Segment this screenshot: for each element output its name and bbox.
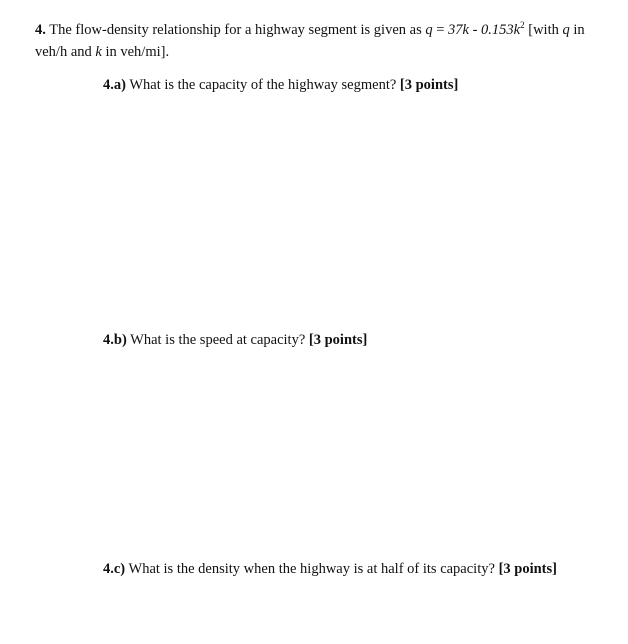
question-4c bbox=[103, 559, 603, 579]
equation-exponent: 2 bbox=[520, 20, 525, 30]
problem-number: 4. bbox=[35, 22, 46, 38]
equation-q: q bbox=[425, 22, 433, 38]
question-points: [3 points] bbox=[308, 332, 368, 348]
variable-q: q bbox=[562, 22, 570, 38]
question-4b bbox=[103, 330, 603, 350]
problem-text-units: in veh/h and bbox=[35, 22, 585, 60]
problem-text-end: in veh/mi]. bbox=[101, 44, 170, 60]
problem-statement bbox=[35, 19, 615, 63]
question-text: What is the capacity of the highway segment? bbox=[125, 77, 400, 93]
equation-equals: = bbox=[432, 22, 449, 38]
problem-text: The flow-density relationship for a highway segment is given as bbox=[45, 22, 426, 38]
question-text: What is the speed at capacity? bbox=[126, 332, 309, 348]
question-points: [3 points] bbox=[399, 77, 459, 93]
equation-rhs: 37k - 0.153k bbox=[448, 22, 521, 38]
question-label: 4.b) bbox=[103, 332, 127, 348]
problem-text-with: [with bbox=[524, 22, 563, 38]
question-label: 4.a) bbox=[103, 77, 126, 93]
question-4a bbox=[103, 75, 603, 95]
question-label: 4.c) bbox=[103, 561, 126, 577]
question-text: What is the density when the highway is at half of its capacity? bbox=[125, 561, 499, 577]
variable-k: k bbox=[95, 44, 102, 60]
question-points: [3 points] bbox=[498, 561, 557, 577]
